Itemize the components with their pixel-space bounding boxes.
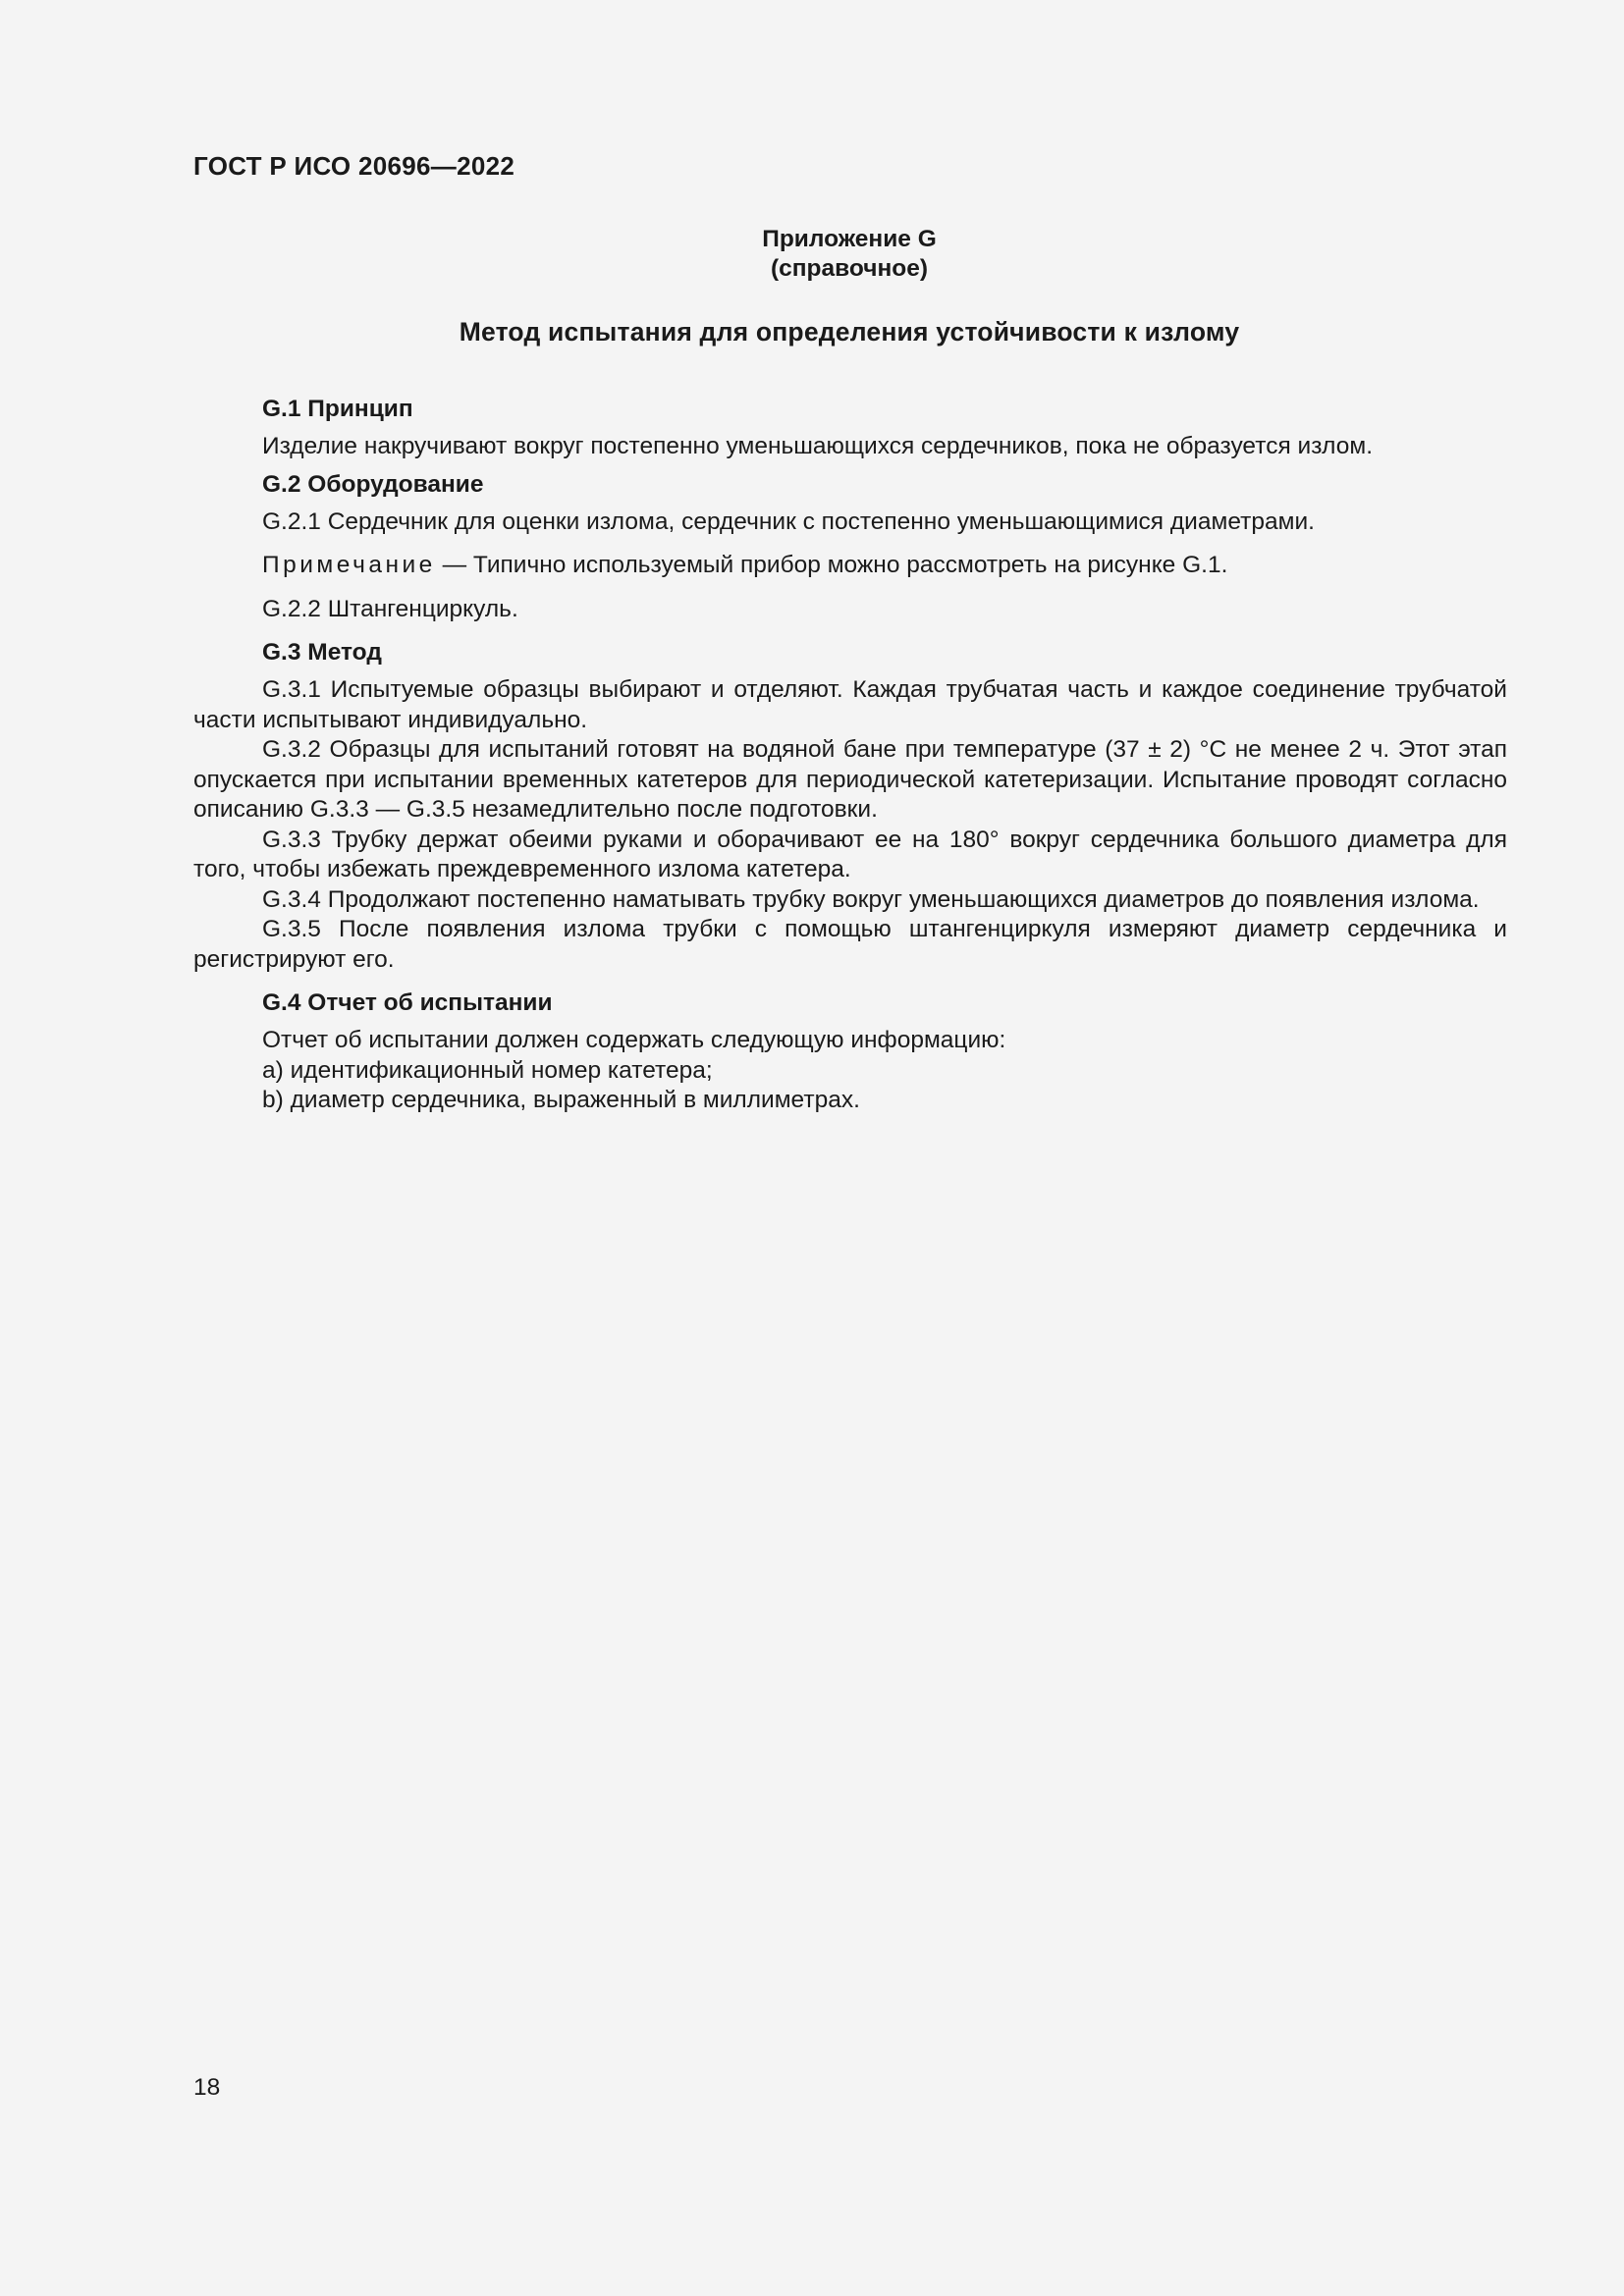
paragraph-g3-4: G.3.4 Продолжают постепенно наматывать трубку вокруг уменьшающихся диаметров до появления излома. (262, 885, 1480, 913)
page-number: 18 (193, 2074, 221, 2101)
annex-title: Метод испытания для определения устойчивости к излому (459, 317, 1240, 347)
list-item-a: а) идентификационный номер катетера; (262, 1056, 713, 1084)
document-code: ГОСТ Р ИСО 20696—2022 (193, 151, 515, 181)
section-heading-g2: G.2 Оборудование (262, 470, 484, 498)
note-label: Примечание (262, 552, 436, 578)
paragraph-g3-3: G.3.3 Трубку держат обеими руками и оборачивают ее на 180° вокруг сердечника большого диаметра для того, чтобы избежать преждевременного излома катетера. (193, 826, 1507, 882)
paragraph-g4-intro: Отчет об испытании должен содержать следующую информацию: (262, 1027, 1006, 1053)
paragraph-g3-1: G.3.1 Испытуемые образцы выбирают и отделяют. Каждая трубчатая часть и каждое соединение трубчатой части испытывают индивидуально. (193, 676, 1507, 733)
document-body (193, 395, 1507, 1116)
paragraph-g2-2: G.2.2 Штангенциркуль. (262, 595, 518, 622)
note-g2 (193, 551, 1507, 581)
paragraph-g3-2: G.3.2 Образцы для испытаний готовят на водяной бане при температуре (37 ± 2) °С не менее 2 ч. Этот этап опускается при испытании временных катетеров для периодической катетеризации. Испытание проводят согласно описанию G.3.3 — G.3.5 незамедлительно после подготовки. (193, 736, 1507, 823)
annex-status: (справочное) (770, 255, 929, 282)
paragraph-g1: Изделие накручивают вокруг постепенно уменьшающихся сердечников, пока не образуется излом. (262, 433, 1374, 459)
note-text: — Типично используемый прибор можно рассмотреть на рисунке G.1. (435, 552, 1228, 578)
annex-heading (193, 225, 1505, 284)
section-heading-g4: G.4 Отчет об испытании (262, 989, 553, 1016)
annex-label: Приложение G (762, 226, 937, 252)
paragraph-g2-1: G.2.1 Сердечник для оценки излома, сердечник с постепенно уменьшающимися диаметрами. (262, 507, 1315, 535)
paragraph-g3-5: G.3.5 После появления излома трубки с помощью штангенциркуля измеряют диаметр сердечника и регистрируют его. (193, 916, 1507, 973)
list-item-b: b) диаметр сердечника, выраженный в миллиметрах. (262, 1087, 860, 1113)
section-heading-g1: G.1 Принцип (262, 396, 413, 422)
section-heading-g3: G.3 Метод (262, 639, 382, 666)
